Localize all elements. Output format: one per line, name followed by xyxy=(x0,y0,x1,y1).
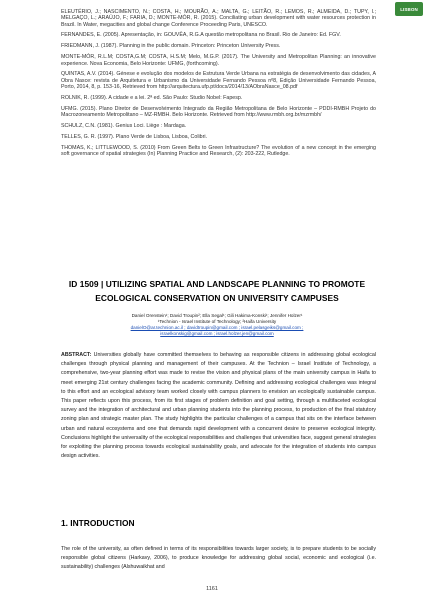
author-emails[interactable]: danielO@ar.technion.ac.il ; davidtroupin@gmail.com ; israel.pelasgeiks@gmail.com ; xyxy=(130,325,304,331)
reference-item: UFMG. (2015). Plano Diretor de Desenvolvimento Integrado da Região Metropolitana de Belo Horizonte – PDDI-RMBH Projeto do Macrozoneamento Metropolitano – MZ-RMBH. Belo Horizonte. Retrieved from http://www.rmbh.org.br/mzrmbh/ xyxy=(61,105,376,119)
reference-item: SCHULZ, C.N. (1981). Genius Loci. Liège : Mardaga. xyxy=(61,123,187,130)
abstract-text: Universities globally have committed themselves to behaving as responsible citizens in addressing global ecological challenges through physical planning and management of their campuses. At the Technion – Israel Institute of Technology, a comprehensive, two-year planning effort was made to revise the vision and physical plans of the main university campus in Haifa to meet emerging 21st century challenges facing the academic community. Defining and addressing ecological challenges was integral to this effort and an ecological advisory team worked closely with campus planners to envision an ecologically sustainable campus. This paper reflects upon this process, from its first stages of problem definition and goal setting, through a multifaceted ecological survey and the integration of architectural and urban planning students into the planning process, to production of the final statutory zoning plan and strategic master plan. The study highlights the particular challenges of a campus that sits on the interface between urban and natural ecosystems and one that demands rapid development with a concurrent desire to preserve ecological integrity. Conclusions highlight the universality of the ecological responsibilities and challenges that universities face, suggest general strategies for exploiting the planning process towards ecological sustainability goals, and advocate for the integration of students into campus design activities. xyxy=(61,352,376,460)
reference-list xyxy=(61,9,376,162)
reference-item: QUINTAS, A.V. (2014). Génese e evolução dos modelos de Estrutura Verde Urbana na estratégia de desenvolvimento das cidades, A Obra Nasce: revista de Arquitetura e Urbanismo da Universidade Fernando Pessoa nº8, Edição Universidade Fernando Pessoa, Porto, 2014, 8, p. 153-16, Retrieved from http://arquitectura.ufp.pt/docs/2014/13/AObraNasce_08.pdf xyxy=(61,71,376,91)
reference-item: FERNANDES, E. (2005). Apresentação, in: GOUVÊA, R.G.A questão metropolitana no Brasil. Rio de Janeiro: Ed. FGV. xyxy=(61,32,341,39)
reference-item: ROLNIK, R. (1999). A cidade e a lei. 2ª ed. São Paulo: Studio Nobel: Fapesp. xyxy=(61,94,243,101)
abstract-label: ABSTRACT: xyxy=(61,352,92,358)
logo-text: LISBON xyxy=(400,6,418,12)
conference-logo xyxy=(395,2,423,16)
page-number: 1161 xyxy=(206,586,218,592)
abstract xyxy=(61,351,376,461)
reference-item: TELLES, G. R. (1997). Plano Verde de Lisboa, Lisboa, Colibri. xyxy=(61,133,208,140)
author-emails[interactable]: israelkonskig@gmail.com ; israel.holzer.jen@gmail.com xyxy=(160,331,274,337)
reference-item: MONTE-MÓR, R.L.M; COSTA,G.M; COSTA, H.S.M; Melo, M.G.P. (2017). The University and Metropolitan Planning: an innovative experience. Nova Economia, Belo Horizonte: UFMG, (forthcoming). xyxy=(61,54,376,67)
intro-paragraph: The role of the university, as often defined in terms of its responsibilities towards larger society, is to prepare students to be socially responsible global citizens (Harkavy, 2006), to produce knowledge for addressing global social, economic and ecological (i.e. sustainability) challenges (Alshuwaikhat and xyxy=(61,546,376,571)
reference-item: THOMAS, K.; LITTLEWOOD, S. (2010) From Green Belts to Green Infrastructure? The evolution of a new concept in the emerging soft governance of spatial strategies (In) Planning Practice and Research, (2): 203-222, Rutledge. xyxy=(61,144,376,158)
author-block xyxy=(61,313,373,337)
author-names: Daniel Orenstein¹; David Troupin²; Ella Segal¹; Gili Hakima-Konski¹; Jennifer Holzer¹ xyxy=(131,313,303,318)
section-heading: 1. INTRODUCTION xyxy=(61,518,135,528)
reference-item: FRIEDMANN, J. (1987). Planning in the public domain. Princeton: Princeton University Press. xyxy=(61,43,281,50)
reference-item: ELEUTÉRIO, J.; NASCIMENTO, N.; COSTA, H.; MOURÃO, A.; MALTA, G.; LEITÃO, R.; LEMOS, R.; ALMEIDA, D.; TUPY, I.; MELGAÇO, L.; ARAÚJO, F.; FARIA, D.; MONTE-MÓR, R. (2015). Conciliating urban development with water resources protection in Brazil. In Water, megacities and global change Conference Proceeding Paris, UNESCO. xyxy=(61,9,376,28)
paper-title: ID 1509 | UTILIZING SPATIAL AND LANDSCAPE PLANNING TO PROMOTE ECOLOGICAL CONSERVATION ON UNIVERSITY CAMPUSES xyxy=(68,279,366,303)
author-affiliations: ¹Technion - Israel Institute of Technology; ²Haifa University xyxy=(157,319,277,325)
